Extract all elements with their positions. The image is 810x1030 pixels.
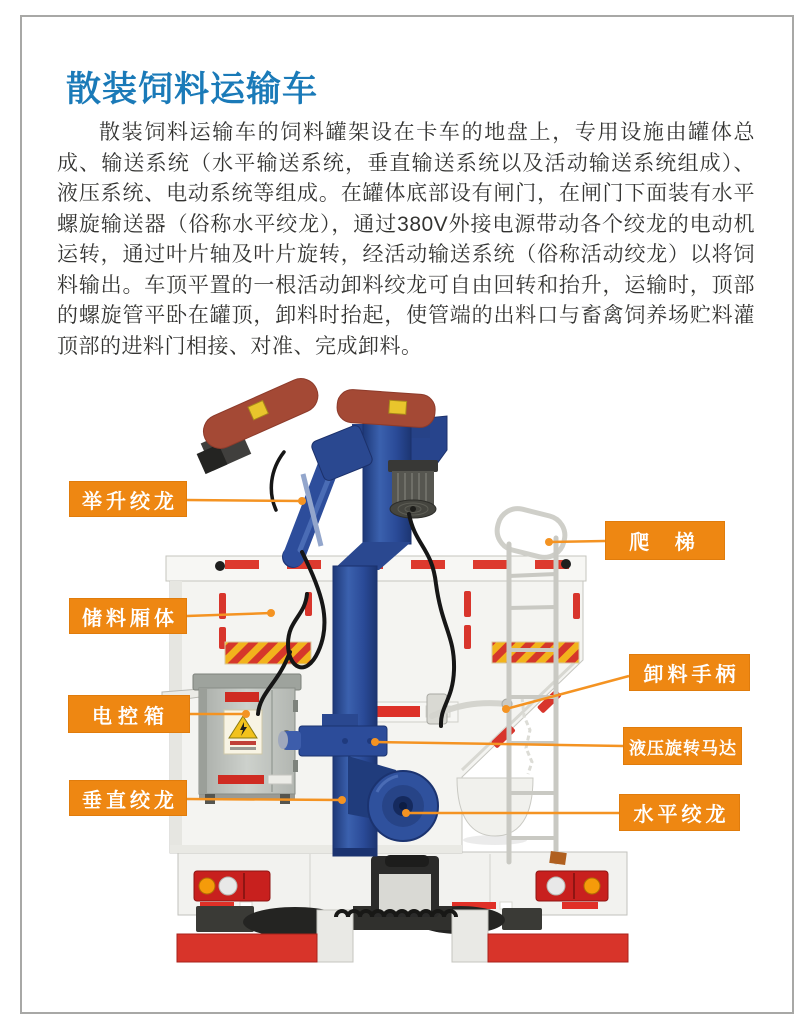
label-horizontal-auger: 水平绞龙 xyxy=(619,794,740,831)
page-title: 散装饲料运输车 xyxy=(66,70,319,109)
label-hydraulic-rotary-motor: 液压旋转马达 xyxy=(623,727,742,765)
bumper-left xyxy=(177,934,317,962)
swivel-motor xyxy=(388,460,438,518)
hopper-tub xyxy=(457,778,533,836)
label-storage-body: 储料厢体 xyxy=(69,598,187,634)
mudflap-right xyxy=(502,908,542,930)
tail-light-left xyxy=(194,871,270,901)
license-plate-bracket xyxy=(371,855,439,917)
hazard-panel-right xyxy=(492,642,579,663)
folding-arm-left xyxy=(185,373,330,474)
label-control-box: 电控箱 xyxy=(68,695,190,733)
label-ladder: 爬 梯 xyxy=(605,521,725,560)
truck-rear-frame xyxy=(177,852,628,962)
label-discharge-handle: 卸料手柄 xyxy=(629,654,750,691)
tail-light-right xyxy=(536,871,608,901)
description-paragraph: 散装饲料运输车的饲料罐架设在卡车的地盘上，专用设施由罐体总成、输送系统（水平输送系统，垂直输送系统以及活动输送系统组成）、液压系统、电动系统等组成。在罐体底部设有闸门，在闸门下面装有水平螺旋输送器（俗称水平绞龙），通过380V外接电源带动各个绞龙的电动机运转，通过叶片轴及叶片旋转，经活动输送系统（俗称活动绞龙）以将饲料输出。车顶平置的一根活动卸料绞龙可自由回转和抬升，运输时，顶部的螺旋管平卧在罐顶，卸料时抬起，使管端的出料口与畜禽饲养场贮料灌顶部的进料门相接、对准、完成卸料。 xyxy=(57,121,755,358)
folding-arm-right xyxy=(336,389,436,429)
label-vertical-auger: 垂直绞龙 xyxy=(69,780,187,816)
bumper-right xyxy=(488,934,628,962)
label-lift-auger: 举升绞龙 xyxy=(69,481,187,517)
ladder-foot-bracket xyxy=(549,851,567,865)
auger-gearbox xyxy=(368,771,438,841)
hazard-panel-left xyxy=(225,642,311,664)
